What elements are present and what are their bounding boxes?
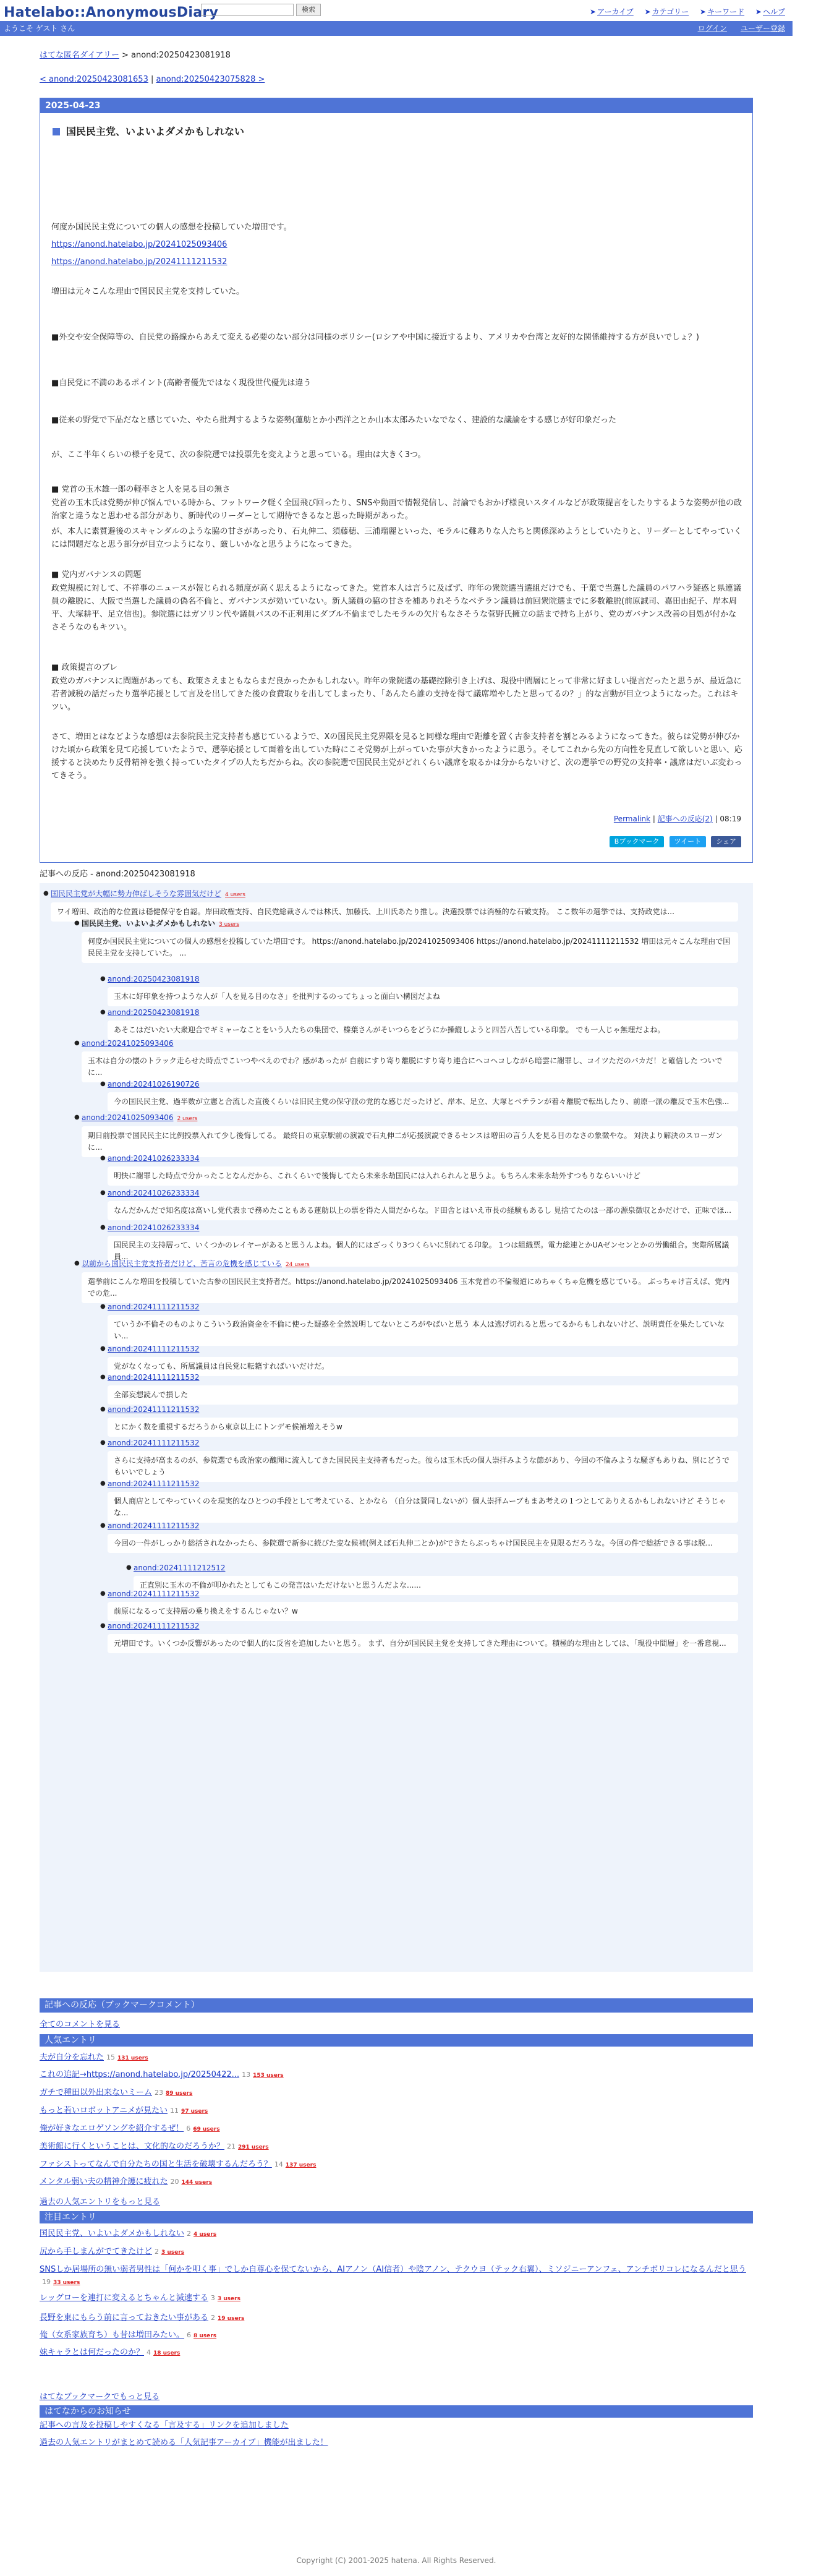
featured-more-link[interactable]: はてなブックマークでもっと見る (40, 2392, 160, 2402)
comment-count: 4 (147, 2348, 151, 2356)
reaction-title-link[interactable]: anond:20241111211532 (108, 1521, 200, 1530)
users-count[interactable]: 69 users (193, 2126, 220, 2133)
reaction-node (100, 1478, 738, 1523)
reaction-title-link[interactable]: 国民民主党が大幅に勢力伸ばしそうな雰囲気だけど (51, 889, 222, 898)
arrow-icon: ➤ (700, 7, 707, 16)
reaction-title-link[interactable]: anond:20241111211532 (108, 1405, 200, 1414)
users-count[interactable]: 4 users (193, 2232, 217, 2238)
reaction-title-link[interactable]: anond:20241025093406 (82, 1113, 174, 1122)
entry-link[interactable]: ガチで種田以外出来ないミーム (40, 2088, 153, 2097)
post-time: 08:19 (720, 815, 741, 823)
reaction-excerpt: 今回の一件がしっかり総括されなかったら、参院選で新参に続びた変な候補(例えば石丸伸二とか)ができたらぶっちゃけ国民民主を見限るだろうな。今回の件で総括できる事は脱... (108, 1534, 738, 1553)
entry-link[interactable]: 俺が好きなエロゲソングを紹介するぜ！ (40, 2124, 184, 2133)
tweet-button[interactable]: ツイート (670, 836, 706, 847)
entry-link[interactable]: 俺（女系家族育ち）も昔は増田みたい。 (40, 2330, 185, 2340)
paragraph: ■自民党に不満のあるポイント(高齢者優先ではなく現役世代優先は違う (51, 379, 312, 388)
bullet-icon: ● (74, 920, 80, 926)
entry-link[interactable]: もっと若いロボットアニメが見たい (40, 2106, 168, 2115)
entry-row (40, 2087, 753, 2099)
reaction-excerpt: 明快に謝罪した時点で分かったことなんだから、これくらいで後悔してたら未来永劫国民には入れられんと思うよ。もちろん未来永劫外すつもりならいいけど (108, 1166, 738, 1186)
entry-link[interactable]: ファシストってなんで自分たちの国と生活を破壊するんだろう？ (40, 2160, 272, 2169)
reaction-node (74, 1258, 738, 1303)
reaction-excerpt: 前原になるって支持層の乗り換えをするんじゃない？w (108, 1602, 738, 1621)
entry-row (40, 2312, 753, 2324)
reaction-node (100, 1007, 738, 1040)
entry-row (40, 2264, 753, 2288)
reaction-excerpt: 玉木は自分の懐のトラック走らせた時点でこいつやべえのでわ？感があったが 自前にすり寄り離脱にすり寄り連合にヘコヘコしながら暗雲に謝罪し、コイツただのバカだ！と確信した ついでに... (82, 1051, 738, 1082)
entry-row (40, 2141, 753, 2153)
bullet-icon: ● (100, 1406, 106, 1413)
reaction-node (100, 1301, 738, 1346)
bullet-icon: ● (100, 1439, 106, 1446)
reaction-excerpt: 元増田です。いくつか反響があったので個人的に反省を追加したいと思う。 まず、自分が国民民主党を支持してきた理由について。積極的な理由としては、「現役中間層」を一番意視... (108, 1634, 738, 1653)
copyright: Copyright (C) 2001-2025 hatena. All Rights Reserved. (296, 2556, 496, 2565)
reaction-title-link[interactable]: anond:20241026233334 (108, 1189, 200, 1197)
article-title-text: 国民民主党、いよいよダメかもしれない (66, 126, 245, 137)
entry-row (40, 2246, 753, 2258)
reaction-node (43, 888, 738, 922)
reaction-excerpt: あそこはだいたい大衆迎合でギミャーなことをいう人たちの集団で、榛葉さんがそいつらをどうにか操縦しようと四苦八苦している印象。 でも一人じゃ無理だよね。 (108, 1021, 738, 1040)
entry-link[interactable]: レッグローを連打に変えるとちゃんと減速する (40, 2293, 208, 2303)
bullet-icon: ● (100, 1155, 106, 1162)
reaction-node (100, 1079, 738, 1111)
reaction-node (100, 1620, 738, 1653)
article (40, 98, 753, 863)
bullet-icon: ● (74, 1114, 80, 1121)
reaction-node (100, 1404, 738, 1437)
reaction-title-link[interactable]: anond:20241111211532 (108, 1622, 200, 1630)
bullet-icon: ● (74, 1260, 80, 1267)
comment-count: 19 (42, 2277, 51, 2286)
reaction-title-link[interactable]: anond:20241026233334 (108, 1223, 200, 1232)
paragraph: が、ここ半年くらいの様子を見て、次の参院選では投票先を変えようと思っている。理由は大きく3つ。 (51, 450, 426, 460)
entry-link[interactable]: SNSしか居場所の無い弱者男性は「何かを叩く事」でしか自尊心を保てないから、AIアノン（AI信者）や陰アノン、テクウヨ（テック右翼）、ミソジニーアンフェ、アンチボリコレになるんだと思う (40, 2265, 746, 2274)
bookmark-count[interactable]: 24 users (286, 1262, 310, 1268)
section-heading: ■ 党内ガバナンスの問題 (51, 570, 142, 580)
bookmark-button[interactable]: Bブックマーク (610, 836, 665, 847)
entry-row (40, 2052, 753, 2064)
bullet-icon: ● (100, 1303, 106, 1310)
users-count[interactable]: 3 users (161, 2249, 185, 2256)
users-count[interactable]: 144 users (181, 2180, 213, 2186)
reaction-title-link[interactable]: anond:20241111211532 (108, 1345, 200, 1353)
reaction-node (100, 973, 738, 1006)
help-link[interactable]: ヘルプ (762, 7, 785, 16)
reaction-title-link[interactable]: 以前から国民民主党支持者だけど、苦言の危機を感じている (82, 1259, 283, 1268)
users-count[interactable]: 18 users (153, 2350, 181, 2356)
header (0, 0, 793, 21)
bookmark-section-title: 記事への反応（ブックマークコメント） (40, 1998, 753, 2013)
entry-link[interactable]: 妹キャラとは何だったのか？ (40, 2348, 145, 2357)
reaction-title-link[interactable]: 国民民主党、いよいよダメかもしれない (82, 919, 216, 928)
users-count[interactable]: 89 users (166, 2090, 193, 2097)
reaction-excerpt: なんだかんだで知名度は高いし党代表まで務めたこともある蓮舫以上の票を得た人間だからな。ド田舎とはいえ市長の経験もあるし 見捨てたのは一部の源泉徴収とかだけで、正味でほ... (108, 1201, 738, 1220)
permalink[interactable]: Permalink (613, 815, 651, 823)
entry-link[interactable]: メンタル弱い夫の精神介護に疲れた (40, 2177, 168, 2186)
entry-link[interactable]: 国民民主党、いよいよダメかもしれない (40, 2229, 185, 2238)
paragraph: ■従来の野党で下品だなと感じていた、やたら批判するような姿勢(蓮舫とか小西洋之とか山本太郎みたいなでなく、建設的な議論をする感じが好印象だった (51, 416, 617, 425)
reaction-node (74, 1112, 738, 1157)
comments-link[interactable]: 記事への反応(2) (657, 815, 713, 823)
reactions-header: 記事への反応 - anond:20250423081918 (40, 870, 195, 879)
bookmark-count[interactable]: 4 users (225, 892, 245, 898)
reaction-title-link[interactable]: anond:20241026233334 (108, 1154, 200, 1163)
bullet-icon: ● (100, 1224, 106, 1231)
reaction-title-link[interactable]: anond:20241025093406 (82, 1039, 174, 1048)
reaction-excerpt: 党がなくなっても、所属議員は自民党に転籍すればいいだけだ。 (108, 1357, 738, 1376)
entry-row (40, 2228, 753, 2240)
reaction-excerpt: 選挙前にこんな増田を投稿していた古参の国民民主支持者だ。https://anond.hatelabo.jp/20241025093406 玉木党首の不倫報道にめちゃくちゃ危機を感じている。 ぶっちゃけ言えば、党内での危... (82, 1272, 738, 1303)
reaction-excerpt: 今の国民民主党、過半数が立憲と合流した直後くらいは旧民主党の保守派の党的な感じだったけど、岸本、足立、大塚とベテランが着々離脱で転出したり、前原一派の離反で玉木色強... (108, 1092, 738, 1111)
article-footer: Permalink | 記事への反応(2) | 08:19 (613, 815, 741, 823)
section-heading: ■ 党首の玉木雄一郎の軽率さと人を見る目の無さ (51, 485, 231, 494)
breadcrumb-current: anond:20250423081918 (131, 51, 231, 60)
popular-title: 人気エントリ (40, 2034, 753, 2047)
comment-count: 2 (187, 2230, 192, 2238)
reaction-excerpt: 個人商店としてやっていくのを現実的なひとつの手段として考えている、とかなら （自分は賛同しないが）個人崇拝ムーブもまあ考えの１つとしてありえるかもしれないけど そうじゃな... (108, 1492, 738, 1523)
paragraph: が、本人に素質避後のスキャンダルのような脇の甘さがあったり、石丸伸二、須藤穂、三浦瑠麗といった、モラルに難ありな人たちと関係深めようとしていたりと、リーダーとしてやっていくには問題だなと思う部分が目立つようになり、厳しいかなと思うようになってきた。 (51, 527, 742, 549)
entry-row (40, 2159, 753, 2171)
reaction-excerpt: とにかく数を重視するだろうから東京以上にトンデモ候補増えそうw (108, 1418, 738, 1437)
users-count[interactable]: 291 users (238, 2144, 269, 2150)
paragraph: 党首の玉木氏は党勢が伸び悩んでいる時から、フットワーク軽く全国飛び回ったり、SNSや動画で情報発信し、討論でもおかげ様良いスタイルなどが政策提言をしたりするような姿勢が他の政治家と違うなと思わせる部分があり、新時代のリーダーとして期待できるなと思った時期があった。 (51, 499, 742, 521)
register-link[interactable]: ユーザー登録 (740, 24, 785, 33)
reaction-title-link[interactable]: anond:20241111211532 (108, 1373, 200, 1382)
paragraph: 何度か国民民主党についての個人の感想を投稿していた増田です。 (51, 223, 292, 232)
bullet-icon: ● (100, 1374, 106, 1380)
entry-row (40, 2292, 753, 2304)
entry-link[interactable]: これの追記→https://anond.hatelabo.jp/20250422... (40, 2070, 240, 2079)
notice-item[interactable]: 過去の人気エントリがまとめて読める「人気記事アーカイブ」機能が出ました！ (40, 2438, 328, 2447)
section-heading: ■ 政策提言のブレ (51, 663, 117, 672)
category-link[interactable]: カテゴリー (652, 7, 689, 16)
article-title (53, 124, 244, 139)
comment-count: 3 (210, 2294, 215, 2302)
bullet-icon: ● (100, 1189, 106, 1196)
featured-title: 注目エントリ (40, 2211, 753, 2223)
reaction-node (100, 1588, 738, 1621)
reaction-excerpt: ていうか不倫そのものよりこういう政治資金を不倫に使った疑惑を全然説明してないところがやばいと思う 本人は逃げ切れると思ってるからもしれないけど、説明責任を果たしていない... (108, 1315, 738, 1346)
reaction-node (100, 1372, 738, 1405)
reaction-title-link[interactable]: anond:20250423081918 (108, 1008, 200, 1017)
bookmark-count[interactable]: 2 users (177, 1116, 198, 1122)
comment-count: 6 (187, 2331, 192, 2339)
paragraph: さて、増田とはなどような感想は去参院民主党支持者も感じているようで、Xの国民民主党界隈を見ると同様な理由で距離を置く古参支持者を割とみるようになってきた。彼らは党勢が伸びかけた頃から政策を見て応援していたようで、選挙応援として面着を出していた時にこそ党勢が上がっていた事が大きかったように思う。そしてこれから先の方向性を見直して欲しいと思い、応援すると決めたり反骨精神を強く持っていたタイプの人たちだからね。次の参院選で国民民主党がどれくらい議席を取るかは分からないけど、次の選挙での野党の支持率・議席はだいぶ変わってきそう。 (51, 732, 742, 781)
next-entry-link[interactable]: anond:20250423075828 > (156, 75, 265, 84)
square-icon (53, 128, 60, 135)
comment-count: 2 (155, 2248, 159, 2256)
reaction-node (100, 1153, 738, 1186)
reaction-node (100, 1520, 738, 1553)
bullet-icon: ● (100, 1480, 106, 1487)
reaction-node (74, 1038, 738, 1082)
share-button[interactable]: シェア (711, 836, 741, 847)
reaction-title-link[interactable]: anond:20241111211532 (108, 1590, 200, 1598)
reaction-excerpt: 玉木に好印象を持つような人が「人を見る目のなさ」を批判するのってちょっと面白い構図だよね (108, 987, 738, 1006)
comment-count: 2 (211, 2314, 216, 2322)
paragraph: 増田は元々こんな理由で国民民主党を支持していた。 (51, 287, 245, 296)
bullet-icon: ● (43, 890, 49, 897)
reaction-node (100, 1437, 738, 1482)
user-bar (0, 21, 793, 36)
share-buttons (607, 836, 741, 848)
notice-item[interactable]: 記事への言及を投稿しやすくなる「言及する」リンクを追加しました (40, 2421, 289, 2430)
search-input[interactable] (201, 4, 294, 16)
comment-count: 14 (274, 2160, 283, 2168)
entry-row (40, 2347, 753, 2359)
entry-link[interactable]: 尻から手しまんがでてきたけど (40, 2247, 153, 2256)
reactions-tree (40, 883, 753, 1972)
entry-link[interactable]: 美術館に行くということは、文化的なのだろうか？ (40, 2142, 225, 2151)
paragraph: 政党のガバナンスに問題があっても、政策さえまともならまだ良かったかもしれない。昨年の衆院選の基礎控除引き上げは、現役中間層にとって非常に好ましい提言だったと思うが、最近急に若者減税の話だったり選挙応援として言及を出してきた後の食費取りを出してしまったり、「あんたら誰の支持を得て議席増やしたと思ってるの？」的な言動が目立つようになった。これはキツい。 (51, 677, 742, 712)
entry-row (40, 2105, 753, 2117)
article-link[interactable]: https://anond.hatelabo.jp/20241111211532 (51, 257, 227, 267)
entry-link[interactable]: 長野を東にもらう前に言っておきたい事がある (40, 2313, 209, 2322)
article-date: 2025-04-23 (40, 98, 752, 113)
users-count[interactable]: 131 users (117, 2055, 148, 2061)
reaction-excerpt: 全部妄想読んで損した (108, 1385, 738, 1405)
comment-count: 6 (186, 2125, 191, 2133)
keyword-link[interactable]: キーワード (707, 7, 745, 16)
bullet-icon: ● (100, 1590, 106, 1597)
login-link[interactable]: ログイン (697, 24, 727, 33)
bookmark-count[interactable]: 3 users (219, 922, 239, 928)
reaction-title-link[interactable]: anond:20241111212512 (134, 1564, 226, 1572)
bullet-icon: ● (100, 1080, 106, 1087)
reaction-excerpt: 正直別に玉木の不倫が叩かれたとしてもこの発言はいただけないと思うんだよな...... (134, 1576, 738, 1595)
top-links (581, 6, 785, 17)
reaction-excerpt: 期日前投票で国民民主に比例投票入れて少し後悔してる。 最終日の東京駅前の演説で石丸伸二が応援演説できるセンスは増田の言う人を見る目のなさの象徴やな。 対決より解決のスローガンに... (82, 1126, 738, 1157)
pager: < anond:20250423081653 | anond:20250423075828 > (40, 75, 265, 84)
comment-count: 15 (106, 2053, 116, 2061)
users-count[interactable]: 19 users (218, 2316, 245, 2322)
bullet-icon: ● (100, 1522, 106, 1529)
popular-more-link[interactable]: 過去の人気エントリをもっと見る (40, 2197, 161, 2207)
comment-count: 11 (169, 2107, 179, 2115)
reaction-excerpt: さらに支持が高まるのが、参院選でも政治家の醜聞に流入してきた国民民主支持者もだった。彼らは玉木氏の個人崇拝みような節があり、今回の不倫みような騒ぎもありね、別にどうでもいいでしょう (108, 1451, 738, 1482)
reaction-title-link[interactable]: anond:20241026190726 (108, 1080, 200, 1089)
bullet-icon: ● (126, 1564, 132, 1571)
users-count[interactable]: 8 users (193, 2333, 217, 2339)
breadcrumb-home[interactable]: はてな匿名ダイアリー (40, 51, 119, 60)
reaction-title-link[interactable]: anond:20241111211532 (108, 1479, 200, 1488)
reaction-excerpt: ワイ増田、政治的な位置は穏健保守を自認。岸田政権支持、自民党総裁さんでは林氏、加藤氏、上川氏あたり推し。決選投票では消極的な石破支持。 ここ数年の選挙では、支持政党は... (51, 902, 738, 922)
reaction-title-link[interactable]: anond:20241111211532 (108, 1439, 200, 1447)
arrow-icon: ➤ (644, 7, 651, 16)
comment-count: 23 (155, 2089, 164, 2097)
comment-count: 20 (170, 2178, 179, 2186)
arrow-icon: ➤ (755, 7, 762, 16)
reaction-excerpt: 何度か国民民主党についての個人の感想を投稿していた増田です。 https://anond.hatelabo.jp/20241025093406 https://anond.hatelabo.jp/20241111211532 増田は元々こんな理由で国民民主党を支持していた。 ... (82, 932, 738, 963)
arrow-icon: ➤ (590, 7, 597, 16)
reaction-node (100, 1187, 738, 1220)
all-comments-link[interactable]: 全てのコメントを見る (40, 2020, 121, 2029)
reaction-title-link[interactable]: anond:20241111211532 (108, 1303, 200, 1311)
comment-count: 13 (242, 2071, 251, 2079)
users-count[interactable]: 33 users (53, 2279, 80, 2286)
article-link[interactable]: https://anond.hatelabo.jp/20241025093406 (51, 240, 227, 249)
prev-entry-link[interactable]: < anond:20250423081653 (40, 75, 148, 84)
notice-title: はてなからのお知らせ (40, 2405, 753, 2418)
bullet-icon: ● (100, 1345, 106, 1352)
entry-row (40, 2329, 753, 2342)
breadcrumb: はてな匿名ダイアリー > anond:20250423081918 (40, 51, 231, 60)
users-count[interactable]: 153 users (253, 2073, 284, 2079)
bullet-icon: ● (100, 1622, 106, 1629)
entry-row (40, 2176, 753, 2188)
welcome-text: ようこそ ゲスト さん (4, 24, 75, 33)
reaction-excerpt: 国民民主の支持層って、いくつかのレイヤーがあると思うんよね。個人的にはざっくり3つくらいに別れてる印象。 1つは組織票。電力総連とかUAゼンセンとかの労働組合。実際所属議員... (108, 1236, 738, 1267)
site-logo[interactable]: Hatelabo::AnonymousDiary (4, 5, 219, 20)
bullet-icon: ● (100, 975, 106, 982)
bullet-icon: ● (100, 1009, 106, 1016)
paragraph: 政党規模に対して、不祥事のニュースが報じられる頻度が高く思えるようになってきた。党首本人は言うに及ばず、昨年の衆院選当選組だけでも、千葉で当選した議員のパワハラ疑惑と県連議員の離脱に、大阪で当選した議員の偽名不倫と、ガバナンスが効いていない。新人議員の脇の甘さを補ありれそうなベテラン議員は前回衆院選までに多数離脱(前原誠司、嘉田由紀子、岸本周平、大塚耕平、足立信也)。参院選にはガソリン代や議員パスの不正利用にダブル不倫までしたモラルの欠片もなさそうな菅野氏擁立の話まで持ち上がり、党のガバナンス改善の目処が付かなさそうなのもキツい。 (51, 584, 742, 632)
entry-link[interactable]: 夫が自分を忘れた (40, 2053, 104, 2062)
archive-link[interactable]: アーカイブ (597, 7, 634, 16)
users-count[interactable]: 3 users (217, 2296, 240, 2302)
paragraph: ■外交や安全保障等の、自民党の路線からあえて変える必要のない部分は同様のポリシー(ロシアや中国に接近するより、アメリカや台湾と友好的な関係維持する方が良いでしょ？) (51, 333, 699, 342)
comment-count: 21 (227, 2142, 236, 2150)
reaction-node (74, 918, 738, 963)
bullet-icon: ● (74, 1040, 80, 1046)
reaction-title-link[interactable]: anond:20250423081918 (108, 975, 200, 983)
users-count[interactable]: 97 users (181, 2108, 208, 2115)
entry-row (40, 2123, 753, 2135)
entry-row (40, 2069, 753, 2081)
users-count[interactable]: 137 users (285, 2162, 317, 2168)
search-button[interactable]: 検索 (296, 4, 321, 16)
